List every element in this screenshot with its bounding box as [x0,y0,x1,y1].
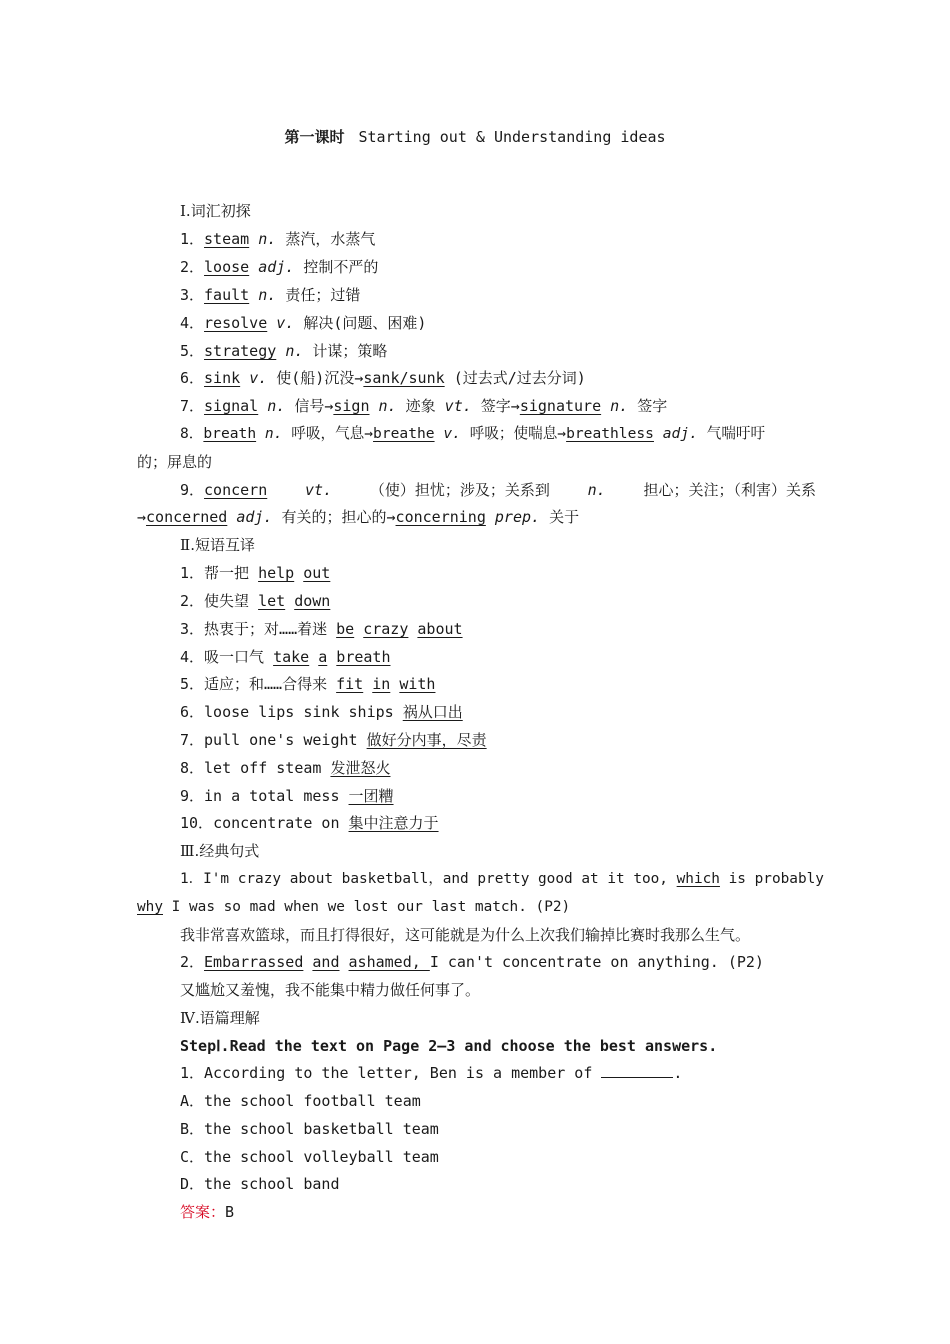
phrase-item: 2．使失望 let down [180,592,331,610]
option-a: A．the school football team [180,1092,421,1110]
vocab-item-continuation: 的；屏息的 [137,453,213,471]
vocab-item: 1．steam n. 蒸汽，水蒸气 [180,230,376,248]
section-heading-reading: Ⅳ.语篇理解 [180,1009,260,1027]
question-stem: 1．According to the letter, Ben is a member of . [180,1064,683,1082]
phrase-item: 3．热衷于；对……着迷 be crazy about [180,620,463,638]
phrase-item: 8．let off steam 发泄怒火 [180,759,391,777]
sentence-translation: 又尴尬又羞愧，我不能集中精力做任何事了。 [180,981,481,999]
sentence-translation: 我非常喜欢篮球，而且打得很好，这可能就是为什么上次我们输掉比赛时我那么生气。 [180,926,751,944]
sentence-item-continuation: why I was so mad when we lost our last match. (P2) [137,899,571,915]
section-heading-phrases: Ⅱ.短语互译 [180,536,255,554]
vocab-item: 6．sink v. 使(船)沉没→sank/sunk (过去式/过去分词) [180,369,586,387]
page-title [0,126,950,148]
phrase-item: 10．concentrate on 集中注意力于 [180,814,439,832]
option-b: B．the school basketball team [180,1120,439,1138]
option-c: C．the school volleyball team [180,1148,439,1166]
answer-value: B [225,1203,235,1221]
step-instruction: StepⅠ.Read the text on Page 2—3 and choose the best answers. [180,1037,718,1055]
vocab-item: 2．loose adj. 控制不严的 [180,258,379,276]
vocab-item: 4．resolve v. 解决(问题、困难) [180,314,427,332]
phrase-item: 9．in a total mess 一团糟 [180,787,394,805]
vocab-item: 3．fault n. 责任；过错 [180,286,361,304]
sentence-item: 2．Embarrassed and ashamed, I can't concentrate on anything. (P2) [180,953,764,971]
vocab-item: 9．concern vt. （使）担忧；涉及；关系到 n. 担心；关注；（利害）关系 [180,481,816,499]
option-d: D．the school band [180,1175,340,1193]
phrase-item: 6．loose lips sink ships 祸从口出 [180,703,463,721]
vocab-item: 7．signal n. 信号→sign n. 迹象 vt. 签字→signature n. 签字 [180,397,668,415]
phrase-item: 1．帮一把 help out [180,564,331,582]
phrase-item: 5．适应；和……合得来 fit in with [180,675,436,693]
title-chinese: 第一课时 [284,128,345,146]
section-heading-vocabulary: Ⅰ.词汇初探 [180,202,251,220]
answer-line [180,1202,820,1222]
vocab-item-continuation: →concerned adj. 有关的；担心的→concerning prep. 关于 [137,508,580,526]
answer-blank [601,1063,673,1078]
sentence-item: 1．I'm crazy about basketball，and pretty good at it too, which is probably [180,871,824,887]
answer-label: 答案： [180,1203,226,1221]
vocab-item: 8．breath n. 呼吸，气息→breathe v. 呼吸；使喘息→breathless adj. 气喘吁吁 [180,425,766,442]
title-english: Starting out & Understanding ideas [358,128,666,146]
phrase-item: 4．吸一口气 take a breath [180,648,391,666]
section-heading-sentences: Ⅲ.经典句式 [180,842,260,860]
phrase-item: 7．pull one's weight 做好分内事，尽责 [180,731,487,749]
vocab-item: 5．strategy n. 计谋；策略 [180,342,388,360]
